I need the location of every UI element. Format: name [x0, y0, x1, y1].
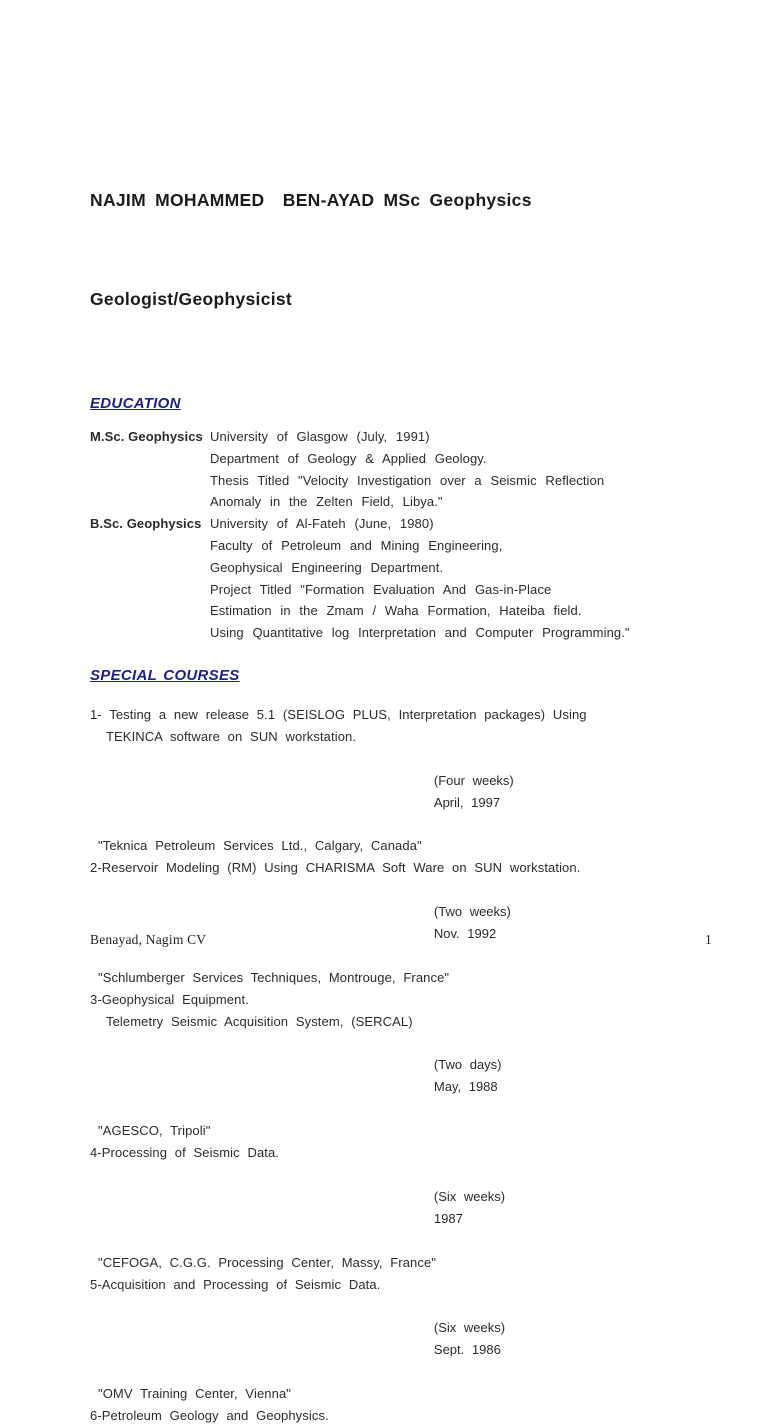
course-line: 1- Testing a new release 5.1 (SEISLOG PLUS, Interpretation packages) Using: [90, 706, 587, 722]
course-date: April, 1997: [433, 794, 501, 810]
course-line: 2-Reservoir Modeling (RM) Using CHARISMA Soft Ware on SUN workstation.: [90, 860, 581, 876]
education-text: Department of Geology & Applied Geology.: [210, 450, 487, 466]
education-row: [90, 448, 712, 470]
education-text: Thesis Titled "Velocity Investigation over a Seismic Reflection: [210, 472, 605, 488]
course-provider: "CEFOGA, C.G.G. Processing Center, Massy, France": [98, 1254, 437, 1270]
course-schedule: [90, 1164, 712, 1252]
degree-label-spacer: [90, 491, 210, 513]
course-duration: (Two days): [433, 1057, 502, 1073]
course-provider: "AGESCO, Tripoli": [98, 1123, 211, 1139]
course-schedule: [90, 1033, 712, 1121]
course-line: 5-Acquisition and Processing of Seismic Data.: [90, 1276, 381, 1292]
education-row: [90, 579, 712, 601]
education-text: Geophysical Engineering Department.: [210, 559, 444, 575]
education-row: [90, 600, 712, 622]
degree-label-spacer: [90, 579, 210, 601]
course-duration: (Six weeks): [433, 1320, 506, 1336]
course-line: TEKINCA software on SUN workstation.: [106, 728, 357, 744]
course-provider: "Schlumberger Services Techniques, Montrouge, France": [98, 969, 450, 985]
education-row: [90, 557, 712, 579]
degree-label: M.Sc. Geophysics: [90, 429, 203, 444]
course-schedule: [90, 748, 712, 836]
degree-label-spacer: [90, 470, 210, 492]
education-row: [90, 535, 712, 557]
course-date: Nov. 1992: [433, 926, 497, 942]
course-schedule: [90, 879, 712, 967]
education-row: [90, 491, 712, 513]
footer-document-title: Benayad, Nagim CV: [90, 932, 207, 947]
course-duration: (Two weeks): [433, 904, 511, 920]
course-provider: "OMV Training Center, Vienna": [98, 1386, 291, 1402]
cv-title-line-2: Geologist/Geophysicist: [90, 289, 293, 309]
education-text: Project Titled "Formation Evaluation And Gas-in-Place: [210, 581, 552, 597]
education-heading: EDUCATION: [90, 395, 181, 412]
education-text: University of Glasgow (July, 1991): [210, 429, 430, 444]
course-date: Sept. 1986: [433, 1342, 501, 1358]
course-line: 6-Petroleum Geology and Geophysics.: [90, 1407, 329, 1423]
cv-title-line-1: NAJIM MOHAMMED BEN-AYAD MSc Geophysics: [90, 190, 532, 210]
special-courses-block: [90, 704, 712, 1427]
course-line: 3-Geophysical Equipment.: [90, 991, 249, 1007]
course-date: May, 1988: [433, 1079, 498, 1095]
degree-label-spacer: [90, 622, 210, 644]
footer-page-number: 1: [705, 932, 712, 947]
degree-label-spacer: [90, 448, 210, 470]
course-duration: (Four weeks): [433, 772, 514, 788]
cv-content: [90, 0, 712, 1427]
education-row: [90, 622, 712, 644]
cv-header: [90, 118, 712, 382]
degree-label-spacer: [90, 557, 210, 579]
page-footer: [90, 932, 712, 948]
course-provider: "Teknica Petroleum Services Ltd., Calgary, Canada": [98, 838, 422, 854]
degree-label-spacer: [90, 535, 210, 557]
course-line: Telemetry Seismic Acquisition System, (SERCAL): [106, 1013, 413, 1029]
education-row: [90, 513, 712, 535]
special-courses-heading: SPECIAL COURSES: [90, 666, 240, 684]
education-row: [90, 426, 712, 448]
education-text: Faculty of Petroleum and Mining Engineering,: [210, 537, 503, 553]
education-text: Using Quantitative log Interpretation and Computer Programming.": [210, 625, 630, 641]
degree-label: B.Sc. Geophysics: [90, 516, 202, 532]
course-duration: (Six weeks): [433, 1188, 506, 1204]
education-block: [90, 426, 712, 644]
education-text: University of Al-Fateh (June, 1980): [210, 516, 434, 532]
course-date: 1987: [433, 1210, 463, 1226]
education-text: Estimation in the Zmam / Waha Formation, Hateiba field.: [210, 603, 582, 619]
education-row: [90, 470, 712, 492]
course-line: 4-Processing of Seismic Data.: [90, 1145, 280, 1161]
degree-label-spacer: [90, 600, 210, 622]
course-schedule: [90, 1295, 712, 1383]
education-text: Anomaly in the Zelten Field, Libya.": [210, 494, 443, 510]
